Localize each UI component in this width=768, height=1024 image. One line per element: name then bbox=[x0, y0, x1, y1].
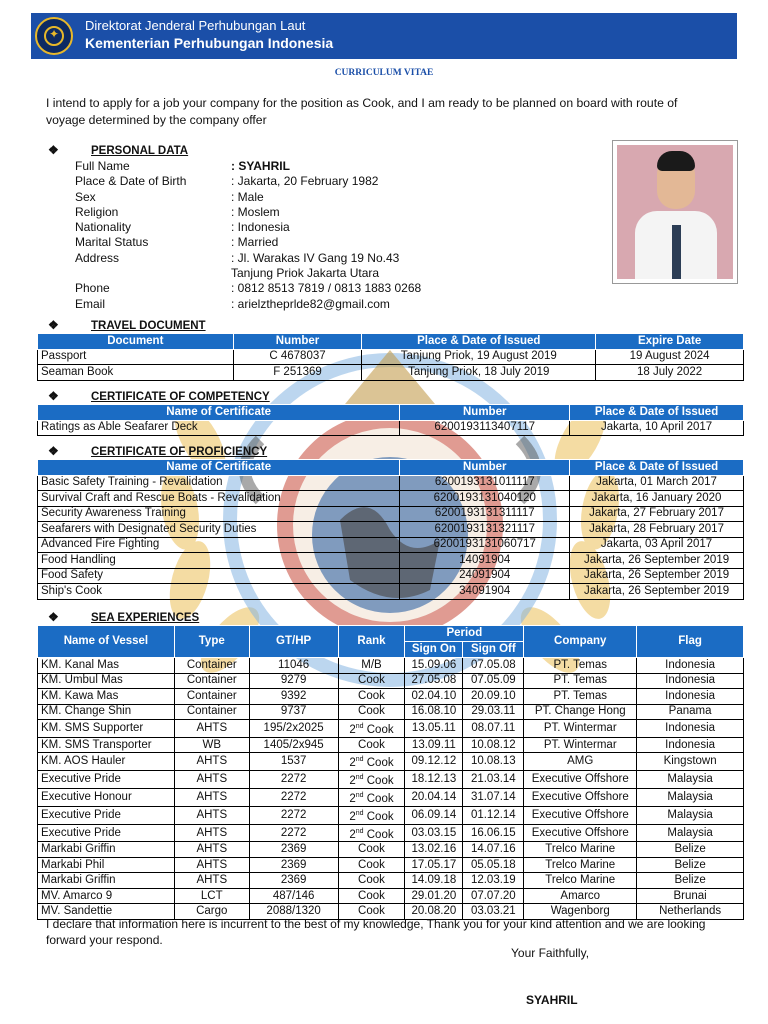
table-cell: Indonesia bbox=[637, 673, 744, 689]
table-cell: Executive Offshore bbox=[524, 771, 637, 789]
travel-document-table bbox=[37, 333, 744, 381]
table-row bbox=[38, 475, 744, 491]
table-cell: AHTS bbox=[174, 842, 249, 858]
table-cell: 1537 bbox=[249, 753, 338, 771]
table-row bbox=[38, 491, 744, 507]
table-cell: Container bbox=[174, 689, 249, 705]
table-cell: Belize bbox=[637, 857, 744, 873]
table-cell: Jakarta, 10 April 2017 bbox=[570, 420, 744, 436]
personal-row bbox=[75, 205, 421, 220]
table-cell: AHTS bbox=[174, 771, 249, 789]
column-header: Number bbox=[233, 334, 362, 350]
personal-row bbox=[75, 190, 421, 205]
table-cell: 16.06.15 bbox=[463, 824, 524, 842]
table-row bbox=[38, 842, 744, 858]
table-row bbox=[38, 689, 744, 705]
table-cell: 6200193131311117 bbox=[400, 506, 570, 522]
table-cell: Container bbox=[174, 704, 249, 720]
table-row bbox=[38, 873, 744, 889]
table-cell: 13.02.16 bbox=[405, 842, 463, 858]
table-cell: Trelco Marine bbox=[524, 873, 637, 889]
table-cell: 6200193131040120 bbox=[400, 491, 570, 507]
table-cell: Jakarta, 26 September 2019 bbox=[570, 568, 744, 584]
table-row bbox=[38, 658, 744, 674]
table-cell: Cook bbox=[338, 842, 405, 858]
table-row bbox=[38, 522, 744, 538]
table-cell: PT. Wintermar bbox=[524, 720, 637, 738]
column-header: Sign On bbox=[405, 642, 463, 658]
table-cell: 20.08.20 bbox=[405, 904, 463, 920]
declaration-text: I declare that information here is incurrent to the best of my knowledge, Thank you for your kind attention and we are looking forward your respond. bbox=[46, 917, 706, 947]
table-cell: 14091904 bbox=[400, 553, 570, 569]
table-cell: 24091904 bbox=[400, 568, 570, 584]
table-cell: WB bbox=[174, 737, 249, 753]
table-header-row bbox=[38, 626, 744, 642]
table-cell: 13.09.11 bbox=[405, 737, 463, 753]
table-cell: 1405/2x945 bbox=[249, 737, 338, 753]
table-cell: Tanjung Priok, 19 August 2019 bbox=[362, 349, 596, 365]
table-cell: Executive Offshore bbox=[524, 806, 637, 824]
personal-row bbox=[75, 281, 421, 296]
table-cell: KM. Change Shin bbox=[38, 704, 175, 720]
table-cell: Survival Craft and Rescue Boats - Revalidation bbox=[38, 491, 400, 507]
table-cell: 2369 bbox=[249, 842, 338, 858]
personal-label: Full Name bbox=[75, 159, 130, 173]
signature-name: SYAHRIL bbox=[526, 993, 578, 1007]
personal-value: : Jl. Warakas IV Gang 19 No.43 bbox=[231, 250, 400, 265]
table-row bbox=[38, 584, 744, 600]
table-cell: 195/2x2025 bbox=[249, 720, 338, 738]
table-cell: Indonesia bbox=[637, 689, 744, 705]
personal-label bbox=[75, 266, 231, 281]
personal-value: : Indonesia bbox=[231, 220, 290, 235]
table-cell: 18 July 2022 bbox=[596, 365, 744, 381]
table-cell: Ship's Cook bbox=[38, 584, 400, 600]
table-cell: 2nd Cook bbox=[338, 788, 405, 806]
table-cell: 2369 bbox=[249, 873, 338, 889]
personal-row bbox=[75, 159, 421, 174]
table-cell: Cook bbox=[338, 737, 405, 753]
table-cell: Cook bbox=[338, 673, 405, 689]
table-cell: Jakarta, 28 February 2017 bbox=[570, 522, 744, 538]
table-cell: 10.08.12 bbox=[463, 737, 524, 753]
table-header-row bbox=[38, 460, 744, 476]
personal-label: Address bbox=[75, 250, 120, 265]
table-cell: Markabi Griffin bbox=[38, 873, 175, 889]
table-cell: 09.12.12 bbox=[405, 753, 463, 771]
table-cell: C 4678037 bbox=[233, 349, 362, 365]
diamond-bullet-icon: ❖ bbox=[48, 389, 59, 403]
table-cell: 6200193113407117 bbox=[400, 420, 570, 436]
table-cell: Jakarta, 01 March 2017 bbox=[570, 475, 744, 491]
table-cell: 05.05.18 bbox=[463, 857, 524, 873]
personal-value: : 0812 8513 7819 / 0813 1883 0268 bbox=[231, 281, 422, 296]
table-cell: AHTS bbox=[174, 806, 249, 824]
column-header: Place & Date of Issued bbox=[570, 460, 744, 476]
table-cell: 2nd Cook bbox=[338, 720, 405, 738]
table-cell: Executive Offshore bbox=[524, 788, 637, 806]
table-cell: 18.12.13 bbox=[405, 771, 463, 789]
profile-photo bbox=[612, 140, 738, 284]
diamond-bullet-icon: ❖ bbox=[48, 318, 59, 332]
table-row bbox=[38, 537, 744, 553]
table-cell: Executive Pride bbox=[38, 824, 175, 842]
diamond-bullet-icon: ❖ bbox=[48, 444, 59, 458]
table-cell: 21.03.14 bbox=[463, 771, 524, 789]
table-cell: Malaysia bbox=[637, 788, 744, 806]
table-cell: Ratings as Able Seafarer Deck bbox=[38, 420, 400, 436]
table-cell: PT. Temas bbox=[524, 689, 637, 705]
table-cell: 2nd Cook bbox=[338, 771, 405, 789]
table-cell: 9279 bbox=[249, 673, 338, 689]
personal-row bbox=[75, 174, 421, 189]
section-travel: ❖ TRAVEL DOCUMENT bbox=[48, 318, 206, 332]
column-header: GT/HP bbox=[249, 626, 338, 658]
table-cell: 2nd Cook bbox=[338, 824, 405, 842]
table-cell: KM. Umbul Mas bbox=[38, 673, 175, 689]
table-cell: Malaysia bbox=[637, 824, 744, 842]
table-cell: Belize bbox=[637, 842, 744, 858]
personal-label: Marital Status bbox=[75, 235, 149, 250]
table-row bbox=[38, 806, 744, 824]
table-cell: 6200193131321117 bbox=[400, 522, 570, 538]
table-row bbox=[38, 506, 744, 522]
table-cell: KM. SMS Transporter bbox=[38, 737, 175, 753]
table-cell: Jakarta, 26 September 2019 bbox=[570, 584, 744, 600]
column-header: Rank bbox=[338, 626, 405, 658]
table-cell: Indonesia bbox=[637, 737, 744, 753]
table-cell: 29.03.11 bbox=[463, 704, 524, 720]
table-cell: 12.03.19 bbox=[463, 873, 524, 889]
column-header: Type bbox=[174, 626, 249, 658]
table-cell: 01.12.14 bbox=[463, 806, 524, 824]
table-cell: Basic Safety Training - Revalidation bbox=[38, 475, 400, 491]
table-cell: PT. Wintermar bbox=[524, 737, 637, 753]
table-row bbox=[38, 771, 744, 789]
table-cell: 06.09.14 bbox=[405, 806, 463, 824]
column-header: Name of Vessel bbox=[38, 626, 175, 658]
table-row bbox=[38, 824, 744, 842]
personal-value: : SYAHRIL bbox=[231, 159, 290, 173]
table-cell: 9737 bbox=[249, 704, 338, 720]
table-cell: Container bbox=[174, 658, 249, 674]
table-cell: F 251369 bbox=[233, 365, 362, 381]
table-cell: AHTS bbox=[174, 788, 249, 806]
table-row bbox=[38, 420, 744, 436]
table-cell: Cook bbox=[338, 704, 405, 720]
personal-value: Tanjung Priok Jakarta Utara bbox=[231, 266, 380, 281]
table-cell: MV. Sandettie bbox=[38, 904, 175, 920]
column-header: Name of Certificate bbox=[38, 405, 400, 421]
table-cell: 14.07.16 bbox=[463, 842, 524, 858]
table-header-row bbox=[38, 334, 744, 350]
table-cell: 03.03.15 bbox=[405, 824, 463, 842]
table-cell: 20.04.14 bbox=[405, 788, 463, 806]
table-cell: Jakarta, 03 April 2017 bbox=[570, 537, 744, 553]
table-cell: Seaman Book bbox=[38, 365, 234, 381]
table-cell: Jakarta, 16 January 2020 bbox=[570, 491, 744, 507]
column-header: Sign Off bbox=[463, 642, 524, 658]
table-cell: 2369 bbox=[249, 857, 338, 873]
column-header: Expire Date bbox=[596, 334, 744, 350]
table-cell: Wagenborg bbox=[524, 904, 637, 920]
table-cell: Indonesia bbox=[637, 720, 744, 738]
table-row bbox=[38, 753, 744, 771]
table-cell: Malaysia bbox=[637, 771, 744, 789]
column-header: Document bbox=[38, 334, 234, 350]
table-cell: KM. SMS Supporter bbox=[38, 720, 175, 738]
table-cell: Tanjung Priok, 18 July 2019 bbox=[362, 365, 596, 381]
table-cell: KM. AOS Hauler bbox=[38, 753, 175, 771]
personal-value: : Married bbox=[231, 235, 279, 250]
table-cell: 27.05.08 bbox=[405, 673, 463, 689]
section-sea: ❖ SEA EXPERIENCES bbox=[48, 610, 200, 624]
banner-line1: Direktorat Jenderal Perhubungan Laut bbox=[85, 18, 306, 33]
diamond-bullet-icon: ❖ bbox=[48, 143, 59, 157]
document-title: CURRICULUM VITAE bbox=[334, 68, 434, 78]
personal-label: Sex bbox=[75, 189, 96, 204]
table-cell: AMG bbox=[524, 753, 637, 771]
table-cell: Trelco Marine bbox=[524, 857, 637, 873]
table-cell: Food Safety bbox=[38, 568, 400, 584]
personal-value: : Moslem bbox=[231, 204, 280, 219]
table-cell: AHTS bbox=[174, 824, 249, 842]
table-cell: 2nd Cook bbox=[338, 806, 405, 824]
table-cell: KM. Kawa Mas bbox=[38, 689, 175, 705]
table-cell: 31.07.14 bbox=[463, 788, 524, 806]
table-row bbox=[38, 349, 744, 365]
ministry-logo: ✦ bbox=[35, 17, 73, 55]
table-cell: 6200193131011117 bbox=[400, 475, 570, 491]
table-row bbox=[38, 568, 744, 584]
table-cell: 02.04.10 bbox=[405, 689, 463, 705]
table-cell: 03.03.21 bbox=[463, 904, 524, 920]
personal-label: Nationality bbox=[75, 220, 132, 235]
personal-value: : Jakarta, 20 February 1982 bbox=[231, 174, 379, 189]
personal-row bbox=[75, 235, 421, 250]
column-header: Flag bbox=[637, 626, 744, 658]
banner-line2: Kementerian Perhubungan Indonesia bbox=[85, 35, 334, 51]
personal-row bbox=[75, 297, 421, 312]
table-cell: Cook bbox=[338, 904, 405, 920]
table-cell: 14.09.18 bbox=[405, 873, 463, 889]
table-cell: Markabi Phil bbox=[38, 857, 175, 873]
table-header-row bbox=[38, 405, 744, 421]
table-row bbox=[38, 553, 744, 569]
table-cell: Passport bbox=[38, 349, 234, 365]
personal-row bbox=[75, 266, 421, 281]
personal-label: Place & Date of Birth bbox=[75, 174, 187, 189]
table-cell: 2272 bbox=[249, 788, 338, 806]
table-row bbox=[38, 720, 744, 738]
personal-value: : Male bbox=[231, 189, 264, 204]
table-cell: Seafarers with Designated Security Duties bbox=[38, 522, 400, 538]
table-cell: Food Handling bbox=[38, 553, 400, 569]
column-header: Number bbox=[400, 460, 570, 476]
table-cell: Brunai bbox=[637, 888, 744, 904]
table-cell: PT. Temas bbox=[524, 673, 637, 689]
table-cell: Amarco bbox=[524, 888, 637, 904]
table-row bbox=[38, 737, 744, 753]
table-cell: Indonesia bbox=[637, 658, 744, 674]
table-cell: 20.09.10 bbox=[463, 689, 524, 705]
table-cell: 08.07.11 bbox=[463, 720, 524, 738]
table-cell: AHTS bbox=[174, 720, 249, 738]
table-cell: 07.07.20 bbox=[463, 888, 524, 904]
table-row bbox=[38, 365, 744, 381]
table-cell: Container bbox=[174, 673, 249, 689]
table-cell: 2nd Cook bbox=[338, 753, 405, 771]
table-cell: Cook bbox=[338, 689, 405, 705]
table-row bbox=[38, 788, 744, 806]
table-cell: Trelco Marine bbox=[524, 842, 637, 858]
table-cell: LCT bbox=[174, 888, 249, 904]
table-cell: 6200193131060717 bbox=[400, 537, 570, 553]
table-cell: 34091904 bbox=[400, 584, 570, 600]
table-cell: Jakarta, 27 February 2017 bbox=[570, 506, 744, 522]
table-cell: Kingstown bbox=[637, 753, 744, 771]
table-cell: 10.08.13 bbox=[463, 753, 524, 771]
personal-label: Email bbox=[75, 296, 106, 311]
table-cell: Executive Offshore bbox=[524, 824, 637, 842]
table-cell: 2272 bbox=[249, 771, 338, 789]
table-cell: 11046 bbox=[249, 658, 338, 674]
sea-experience-table bbox=[37, 625, 744, 920]
table-cell: 15.09.06 bbox=[405, 658, 463, 674]
table-cell: 19 August 2024 bbox=[596, 349, 744, 365]
personal-value: : arielztheprlde82@gmail.com bbox=[231, 296, 390, 311]
table-cell: 17.05.17 bbox=[405, 857, 463, 873]
table-row bbox=[38, 673, 744, 689]
table-cell: Executive Honour bbox=[38, 788, 175, 806]
personal-row bbox=[75, 251, 421, 266]
table-cell: AHTS bbox=[174, 873, 249, 889]
column-header: Name of Certificate bbox=[38, 460, 400, 476]
table-cell: Panama bbox=[637, 704, 744, 720]
table-cell: Executive Pride bbox=[38, 806, 175, 824]
table-cell: 29.01.20 bbox=[405, 888, 463, 904]
table-cell: 07.05.08 bbox=[463, 658, 524, 674]
table-cell: Advanced Fire Fighting bbox=[38, 537, 400, 553]
column-header-period: Period bbox=[405, 626, 524, 642]
table-cell: M/B bbox=[338, 658, 405, 674]
table-cell: 16.08.10 bbox=[405, 704, 463, 720]
table-cell: KM. Kanal Mas bbox=[38, 658, 175, 674]
table-cell: PT. Change Hong bbox=[524, 704, 637, 720]
personal-label: Phone bbox=[75, 281, 110, 296]
table-cell: 2272 bbox=[249, 824, 338, 842]
table-cell: Markabi Griffin bbox=[38, 842, 175, 858]
table-cell: Cook bbox=[338, 873, 405, 889]
table-row bbox=[38, 704, 744, 720]
column-header: Number bbox=[400, 405, 570, 421]
table-cell: Jakarta, 26 September 2019 bbox=[570, 553, 744, 569]
column-header: Place & Date of Issued bbox=[570, 405, 744, 421]
header-banner bbox=[31, 13, 737, 59]
closing-text: Your Faithfully, bbox=[511, 946, 590, 960]
table-cell: AHTS bbox=[174, 753, 249, 771]
table-cell: Security Awareness Training bbox=[38, 506, 400, 522]
section-personal: ❖ PERSONAL DATA bbox=[48, 143, 189, 157]
table-cell: 2272 bbox=[249, 806, 338, 824]
table-cell: 2088/1320 bbox=[249, 904, 338, 920]
personal-label: Religion bbox=[75, 204, 119, 219]
table-cell: Cook bbox=[338, 888, 405, 904]
table-row bbox=[38, 888, 744, 904]
table-cell: AHTS bbox=[174, 857, 249, 873]
section-proficiency: ❖ CERTIFICATE OF PROFICIENCY bbox=[48, 444, 268, 458]
table-row bbox=[38, 857, 744, 873]
table-cell: Malaysia bbox=[637, 806, 744, 824]
personal-row bbox=[75, 220, 421, 235]
table-cell: 9392 bbox=[249, 689, 338, 705]
table-cell: Cook bbox=[338, 857, 405, 873]
competency-table bbox=[37, 404, 744, 436]
table-cell: 13.05.11 bbox=[405, 720, 463, 738]
table-cell: PT. Temas bbox=[524, 658, 637, 674]
proficiency-table bbox=[37, 459, 744, 600]
table-cell: Belize bbox=[637, 873, 744, 889]
table-cell: Cargo bbox=[174, 904, 249, 920]
table-cell: 487/146 bbox=[249, 888, 338, 904]
table-cell: 07.05.09 bbox=[463, 673, 524, 689]
personal-data-list bbox=[75, 159, 421, 312]
diamond-bullet-icon: ❖ bbox=[48, 610, 59, 624]
column-header: Place & Date of Issued bbox=[362, 334, 596, 350]
intro-paragraph: I intend to apply for a job your company for the position as Cook, and I am ready to be planned on board with route of voyage determined by the company offer bbox=[46, 96, 678, 127]
table-cell: MV. Amarco 9 bbox=[38, 888, 175, 904]
table-cell: Netherlands bbox=[637, 904, 744, 920]
table-cell: Executive Pride bbox=[38, 771, 175, 789]
section-competency: ❖ CERTIFICATE OF COMPETENCY bbox=[48, 389, 270, 403]
column-header: Company bbox=[524, 626, 637, 658]
